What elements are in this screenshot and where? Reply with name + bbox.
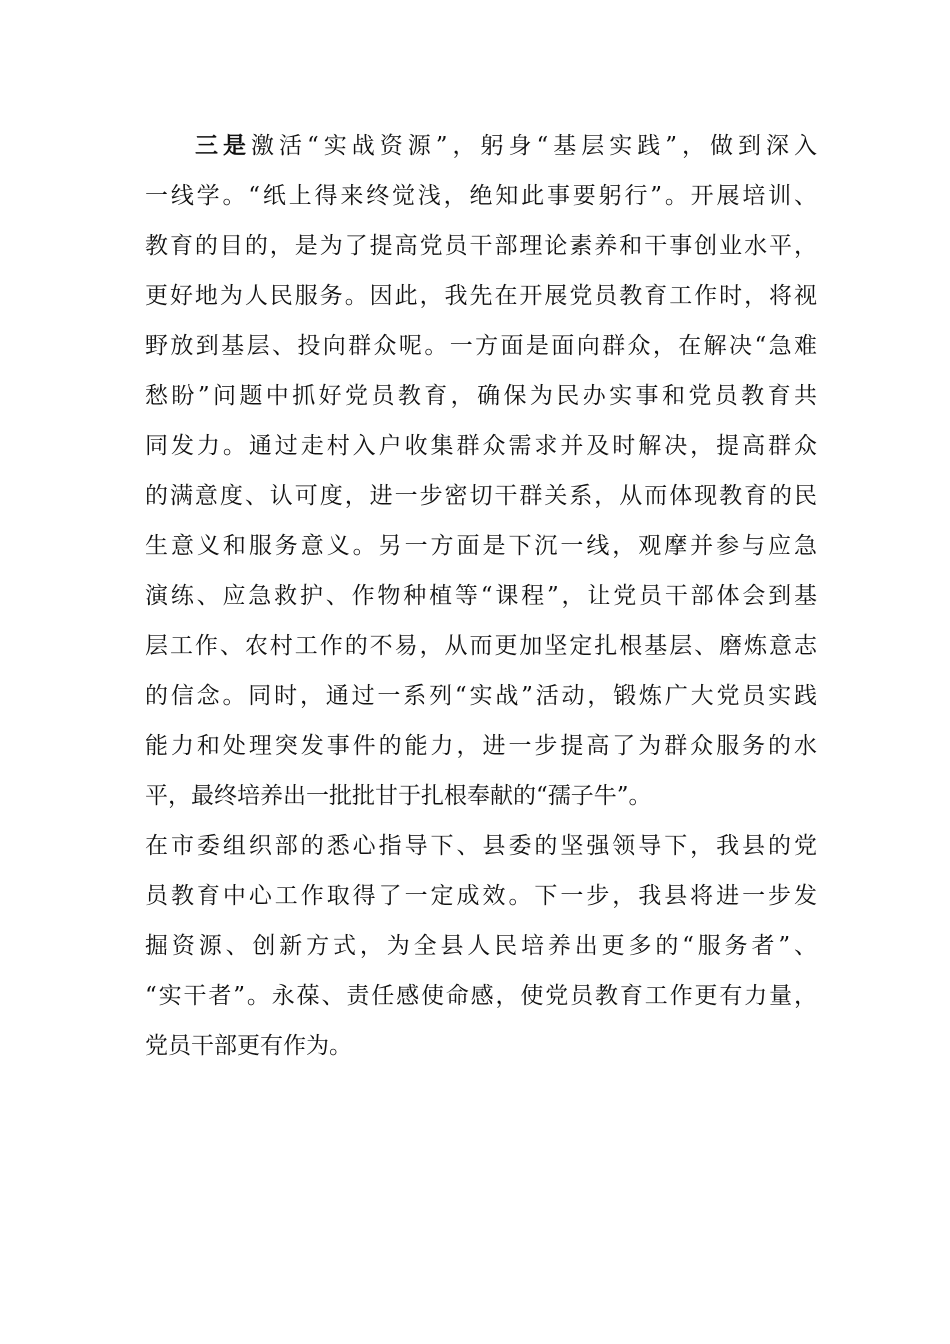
paragraph-1-line-7: 同发力。通过走村入户收集群众需求并及时解决，提高群众 [145,433,817,459]
paragraph-1-line-12: 的信念。同时，通过一系列“实战”活动，锻炼广大党员实践 [145,683,817,709]
paragraph-1-line-1 [145,121,817,171]
document-body [145,121,817,1071]
paragraph-1-line-2: 一线学。“纸上得来终觉浅，绝知此事要躬行”。开展培训、 [145,183,817,209]
paragraph-1-line-13: 能力和处理突发事件的能力，进一步提高了为群众服务的水 [145,733,817,759]
paragraph-2-line-1: 在市委组织部的悉心指导下、县委的坚强领导下，我县的党 [145,833,817,859]
paragraph-1-line-14: 平，最终培养出一批批甘于扎根奉献的“孺子牛”。 [145,783,652,809]
paragraph-1-line-9: 生意义和服务意义。另一方面是下沉一线，观摩并参与应急 [145,533,817,559]
paragraph-2 [145,821,817,1071]
paragraph-1-line-10: 演练、应急救护、作物种植等“课程”，让党员干部体会到基 [145,583,817,609]
paragraph-1-line-6: 愁盼”问题中抓好党员教育，确保为民办实事和党员教育共 [145,383,817,409]
paragraph-1-line-8: 的满意度、认可度，进一步密切干群关系，从而体现教育的民 [145,483,817,509]
paragraph-2-line-5: 党员干部更有作为。 [145,1033,352,1059]
paragraph-1-line-4: 更好地为人民服务。因此，我先在开展党员教育工作时，将视 [145,283,817,309]
paragraph-1-line-5: 野放到基层、投向群众呢。一方面是面向群众，在解决“急难 [145,333,817,359]
paragraph-1-line-3: 教育的目的，是为了提高党员干部理论素养和干事创业水平， [145,233,817,259]
paragraph-2-line-4: “实干者”。永葆、责任感使命感，使党员教育工作更有力量， [145,983,817,1009]
paragraph-2-line-3: 掘资源、创新方式，为全县人民培养出更多的“服务者”、 [145,933,817,959]
paragraph-1-bold-lead: 三是 [195,132,251,159]
paragraph-1 [145,121,817,821]
paragraph-1-line-11: 层工作、农村工作的不易，从而更加坚定扎根基层、磨炼意志 [145,633,817,659]
paragraph-2-line-2: 员教育中心工作取得了一定成效。下一步，我县将进一步发 [145,883,817,909]
paragraph-1-line-1-text: 激活“实战资源”，躬身“基层实践”，做到深入 [251,133,817,159]
